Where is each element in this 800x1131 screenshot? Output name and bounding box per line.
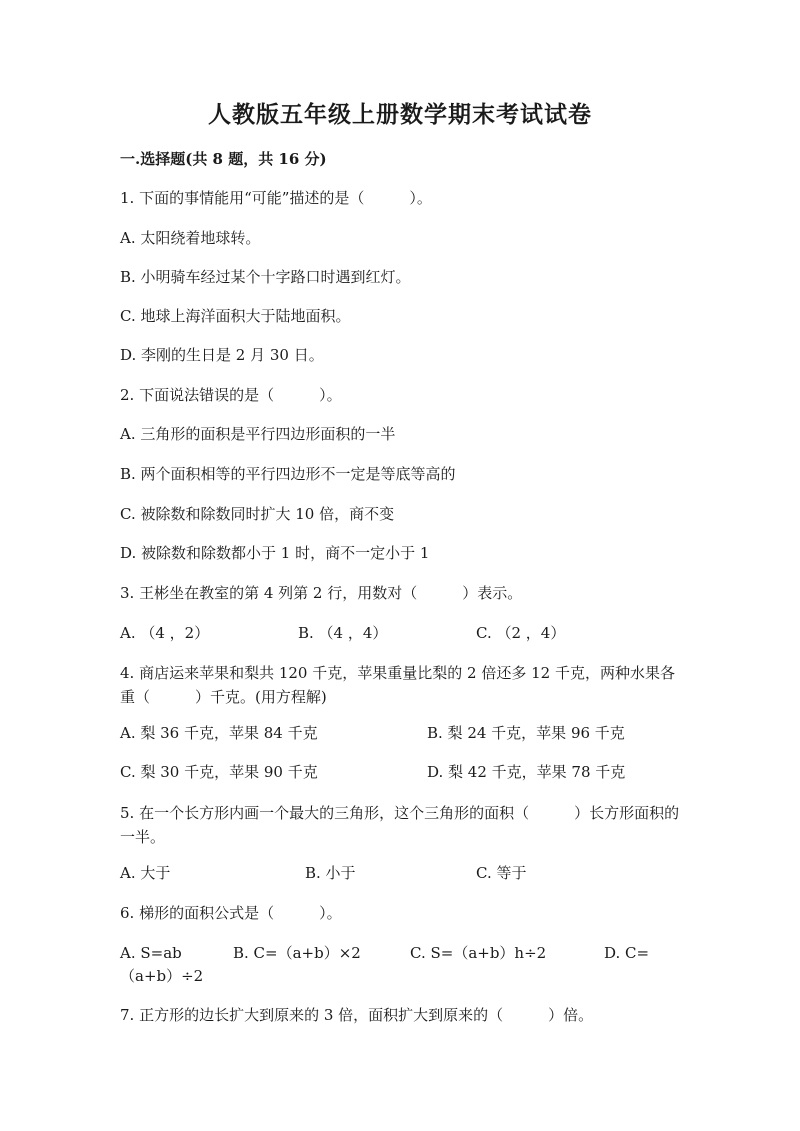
- question-2-option-a[interactable]: A. 三角形的面积是平行四边形面积的一半: [120, 425, 396, 443]
- question-1-stem: 1. 下面的事情能用“可能”描述的是（ ）。: [120, 189, 432, 207]
- question-4-stem: 4. 商店运来苹果和梨共 120 千克，苹果重量比梨的 2 倍还多 12 千克，两种水果各重（ ）千克。(用方程解): [120, 664, 675, 706]
- section-heading: 一.选择题(共 8 题，共 16 分): [120, 150, 327, 168]
- question-3-option-c[interactable]: C. （2 ，4）: [476, 624, 566, 642]
- question-4-option-b[interactable]: B. 梨 24 千克，苹果 96 千克: [427, 724, 625, 742]
- question-6-option-a[interactable]: A. S=ab: [120, 944, 182, 962]
- question-5-stem: 5. 在一个长方形内画一个最大的三角形，这个三角形的面积（ ）长方形面积的一半。: [120, 804, 680, 846]
- question-3-option-a[interactable]: A. （4 ，2）: [120, 624, 210, 642]
- question-1-option-a[interactable]: A. 太阳绕着地球转。: [120, 229, 261, 247]
- question-6-option-d[interactable]: D. C=: [604, 944, 650, 962]
- question-2-option-c[interactable]: C. 被除数和除数同时扩大 10 倍，商不变: [120, 505, 395, 523]
- question-3-option-b[interactable]: B. （4 ，4）: [298, 624, 388, 642]
- page-title: 人教版五年级上册数学期末考试试卷: [208, 101, 592, 128]
- question-2-option-b[interactable]: B. 两个面积相等的平行四边形不一定是等底等高的: [120, 465, 456, 483]
- question-5-option-b[interactable]: B. 小于: [305, 864, 356, 882]
- question-4-option-d[interactable]: D. 梨 42 千克，苹果 78 千克: [427, 763, 626, 781]
- question-6-option-b[interactable]: B. C=（a+b）×2: [233, 944, 361, 962]
- question-4-option-c[interactable]: C. 梨 30 千克，苹果 90 千克: [120, 763, 318, 781]
- question-1-option-b[interactable]: B. 小明骑车经过某个十字路口时遇到红灯。: [120, 268, 411, 286]
- question-1-option-c[interactable]: C. 地球上海洋面积大于陆地面积。: [120, 307, 351, 325]
- question-3-stem: 3. 王彬坐在教室的第 4 列第 2 行，用数对（ ）表示。: [120, 584, 523, 602]
- question-2-stem: 2. 下面说法错误的是（ ）。: [120, 386, 342, 404]
- question-2-option-d[interactable]: D. 被除数和除数都小于 1 时，商不一定小于 1: [120, 544, 430, 562]
- question-7-stem: 7. 正方形的边长扩大到原来的 3 倍，面积扩大到原来的（ ）倍。: [120, 1006, 594, 1024]
- question-1-option-d[interactable]: D. 李刚的生日是 2 月 30 日。: [120, 346, 324, 364]
- question-5-option-c[interactable]: C. 等于: [476, 864, 527, 882]
- question-5-option-a[interactable]: A. 大于: [120, 864, 171, 882]
- question-4-option-a[interactable]: A. 梨 36 千克，苹果 84 千克: [120, 724, 318, 742]
- question-6-stem: 6. 梯形的面积公式是（ ）。: [120, 904, 342, 922]
- question-6-option-c[interactable]: C. S=（a+b）h÷2: [410, 944, 547, 962]
- question-6-option-d-continued: （a+b）÷2: [120, 967, 204, 985]
